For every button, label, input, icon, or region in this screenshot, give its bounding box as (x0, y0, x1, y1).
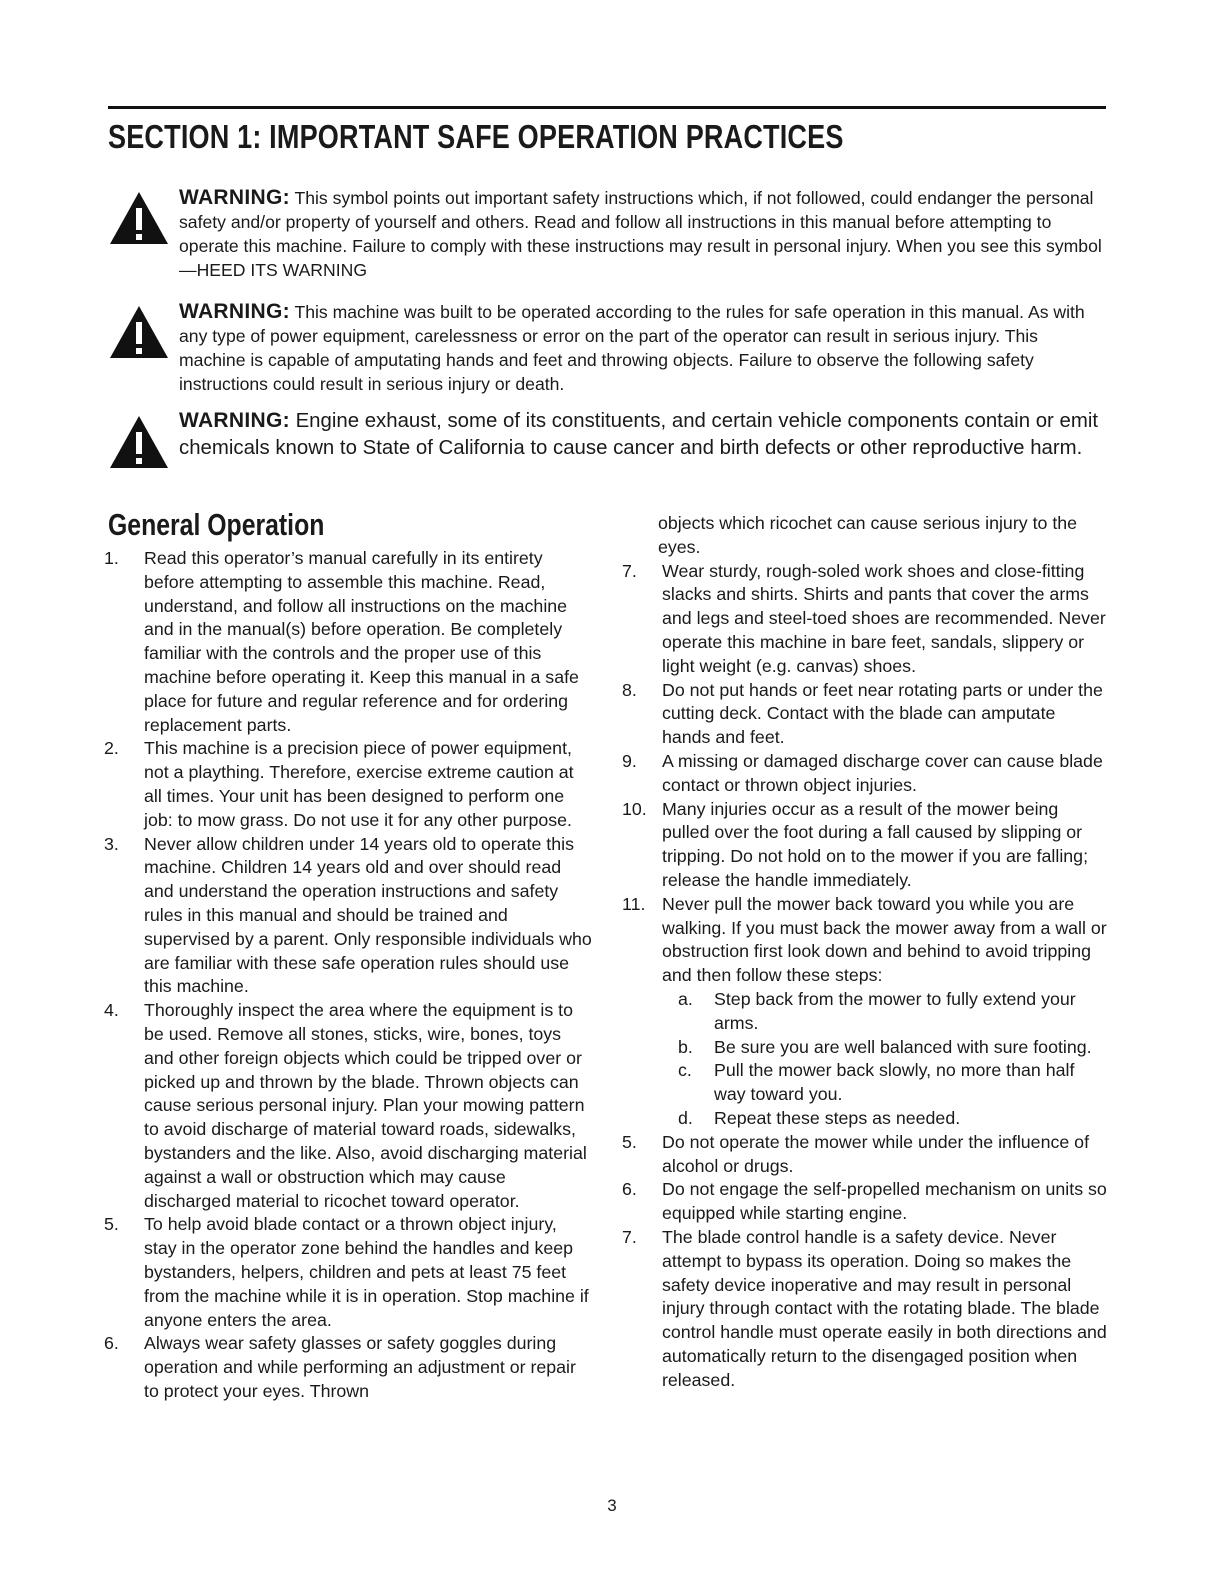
item-number: 1. (104, 548, 119, 568)
item-number: 2. (104, 738, 119, 759)
warning-keyword: WARNING: (179, 186, 290, 209)
general-operation-heading: General Operation (108, 507, 325, 542)
item-number: 6. (622, 1179, 637, 1200)
list-item (622, 750, 1108, 798)
list-item (622, 1226, 1108, 1393)
item-text: Never allow children under 14 years old to operate this machine. Children 14 years old and over should read and understand the operation instructions and safety rules in this manual and should be trained and supervised by a parent. Only responsible individuals who are familiar with these safe operation rules should use this machine. (144, 833, 592, 997)
list-item (622, 679, 1108, 750)
list-item (622, 1131, 1108, 1179)
item-number: 3. (104, 833, 119, 854)
warning-triangle-icon (108, 304, 170, 360)
warning-triangle-icon (108, 414, 170, 470)
sub-list-item (622, 988, 1108, 1036)
item-text: Never pull the mower back toward you while you are walking. If you must back the mower away from a wall or obstruction first look down and behind to avoid tripping and then follow these steps: (662, 893, 1107, 986)
warning-triangle-icon (108, 190, 170, 246)
item-text: To help avoid blade contact or a thrown object injury, stay in the operator zone behind the handles and keep bystanders, helpers, children and pets at least 75 feet from the machine while it is in operation. Stop machine if anyone enters the area. (144, 1214, 589, 1330)
sub-item-letter: b. (678, 1036, 693, 1057)
item-number: 5. (622, 1131, 637, 1152)
warning-text (179, 408, 1108, 461)
item-text: The blade control handle is a safety device. Never attempt to bypass its operation. Doing so makes the safety device inoperative and may result in personal injury through contact with the rotating blade. The blade control handle must operate easily in both directions and automatically return to the disengaged position when released. (662, 1226, 1107, 1390)
left-column (104, 547, 592, 1404)
item-text: Wear sturdy, rough-soled work shoes and close-fitting slacks and shirts. Shirts and pants that cover the arms and legs and steel-toed shoes are recommended. Never operate this machine in bare feet, sandals, slippery or light weight (e.g. canvas) shoes. (662, 560, 1106, 676)
list-item (622, 1178, 1108, 1226)
item-number: 7. (622, 560, 637, 581)
list-item (622, 560, 1108, 679)
list-item (104, 1213, 592, 1332)
item-number: 11. (622, 893, 646, 914)
item-number: 9. (622, 750, 637, 771)
warning-text (179, 300, 1108, 396)
sub-item-letter: a. (678, 988, 693, 1009)
continued-text: objects which ricochet can cause serious injury to the eyes. (658, 513, 1078, 557)
item-number: 6. (104, 1333, 119, 1354)
item-text: Read this operator’s manual carefully in its entirety before attempting to assemble this machine. Read, understand, and follow all instructions on the machine and in the manual(s) before operation. Be completely familiar with the controls and the proper use of this machine before operating it. Keep this manual in a safe place for future and regular reference and for ordering replacement parts. (144, 548, 579, 735)
right-column (622, 512, 1108, 1392)
sub-list-item (622, 1107, 1108, 1131)
sub-item-text: Be sure you are well balanced with sure footing. (714, 1036, 1092, 1057)
sub-item-letter: d. (678, 1107, 693, 1128)
item-text: Do not operate the mower while under the influence of alcohol or drugs. (662, 1131, 1090, 1176)
item-text: Always wear safety glasses or safety goggles during operation and while performing an adjustment or repair to protect your eyes. Thrown (144, 1333, 576, 1401)
item-text: Do not engage the self-propelled mechanism on units so equipped while starting engine. (662, 1179, 1107, 1224)
item-text: Thoroughly inspect the area where the equipment is to be used. Remove all stones, sticks, wire, bones, toys and other foreign objects which could be tripped over or picked up and thrown by the blade. Thrown objects can cause serious personal injury. Plan your mowing pattern to avoid discharge of material toward roads, sidewalks, bystanders and the like. Also, avoid discharging material against a wall or obstruction which may cause discharged material to ricochet toward operator. (144, 1000, 587, 1211)
page-number: 3 (607, 1496, 617, 1515)
item-number: 4. (104, 1000, 119, 1021)
item-number: 8. (622, 679, 637, 700)
list-item (622, 893, 1108, 988)
warning-keyword: WARNING: (179, 300, 290, 323)
sub-item-text: Step back from the mower to fully extend your arms. (714, 988, 1076, 1033)
warning-keyword: WARNING: (179, 409, 290, 432)
list-item (104, 737, 592, 832)
warning-body: This symbol points out important safety instructions which, if not followed, could endanger the personal safety and/or property of yourself and others. Read and follow all instructions in this manual before attempting to operate this machine. Failure to comply with these instructions may result in personal injury. When you see this symbol—HEED ITS WARNING (179, 188, 1102, 280)
title-rule (108, 106, 1106, 109)
sub-list-item (622, 1036, 1108, 1060)
list-item (104, 833, 592, 1000)
item-number: 10. (622, 798, 647, 819)
item-text: This machine is a precision piece of power equipment, not a plaything. Therefore, exercise extreme caution at all times. Your unit has been designed to perform one job: to mow grass. Do not use it for any other purpose. (144, 738, 574, 830)
list-item (104, 999, 592, 1213)
list-item (622, 798, 1108, 893)
list-item (104, 1332, 592, 1403)
list-item (104, 547, 592, 737)
warning-text (179, 186, 1108, 282)
sub-list-item (622, 1059, 1108, 1107)
item-number: 5. (104, 1214, 119, 1235)
warning-body: Engine exhaust, some of its constituents, and certain vehicle components contain or emit chemicals known to State of California to cause cancer and birth defects or other reproductive harm. (179, 410, 1099, 459)
item-text: A missing or damaged discharge cover can cause blade contact or thrown object injuries. (662, 750, 1103, 795)
sub-item-letter: c. (678, 1060, 692, 1081)
item-text: Many injuries occur as a result of the mower being pulled over the foot during a fall caused by slipping or tripping. Do not hold on to the mower if you are falling; release the handle immediately. (662, 798, 1089, 890)
item-number: 7. (622, 1226, 637, 1247)
sub-item-text: Pull the mower back slowly, no more than half way toward you. (714, 1060, 1075, 1105)
sub-item-text: Repeat these steps as needed. (714, 1107, 961, 1128)
item-text: Do not put hands or feet near rotating parts or under the cutting deck. Contact with the blade can amputate hands and feet. (662, 679, 1103, 748)
warning-body: This machine was built to be operated according to the rules for safe operation in this manual. As with any type of power equipment, carelessness or error on the part of the operator can result in serious injury. This machine is capable of amputating hands and feet and throwing objects. Failure to observe the following safety instructions could result in serious injury or death. (179, 302, 1085, 394)
section-title: SECTION 1: IMPORTANT SAFE OPERATION PRACTICES (108, 118, 844, 155)
